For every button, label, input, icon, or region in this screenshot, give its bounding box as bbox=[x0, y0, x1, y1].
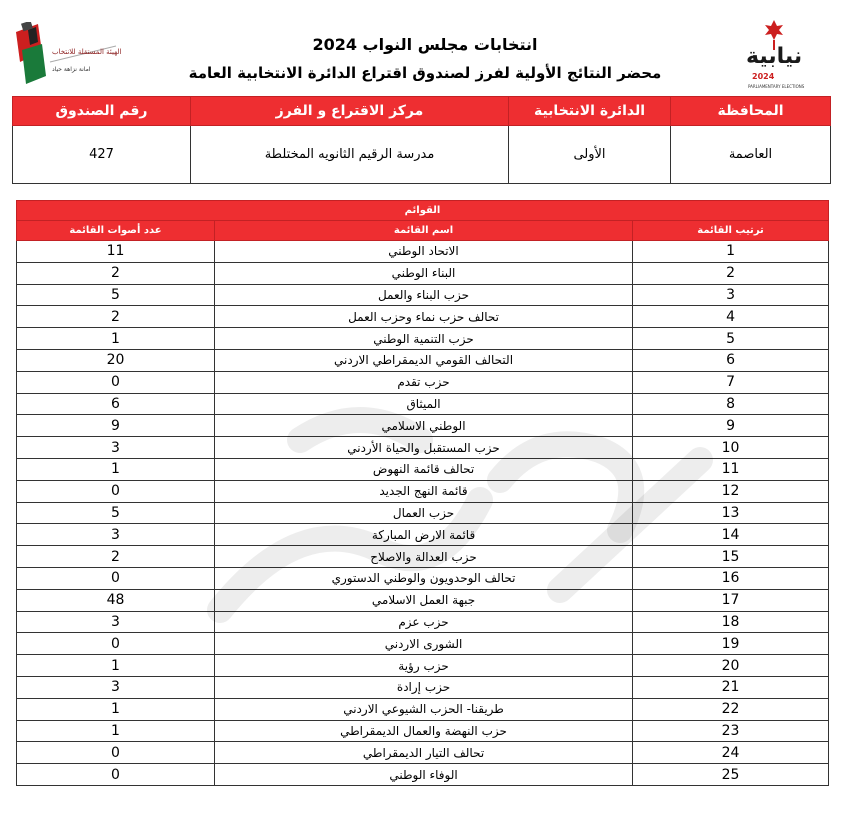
parliamentary-elections-logo bbox=[742, 16, 812, 94]
district-value: الأولى bbox=[509, 126, 671, 184]
list-votes: 1 bbox=[17, 458, 215, 480]
list-rank: 4 bbox=[633, 306, 829, 328]
list-rank: 8 bbox=[633, 393, 829, 415]
polling-center-value: مدرسة الرقيم الثانويه المختلطة bbox=[191, 126, 509, 184]
list-name: الميثاق bbox=[215, 393, 633, 415]
list-name: الاتحاد الوطني bbox=[215, 241, 633, 263]
iec-logo-text: الهيئة المستقلة للانتخاب bbox=[52, 48, 122, 56]
list-name: تحالف التيار الديمقراطي bbox=[215, 742, 633, 764]
table-row bbox=[17, 611, 829, 633]
list-name: حزب النهضة والعمال الديمقراطي bbox=[215, 720, 633, 742]
list-rank: 22 bbox=[633, 698, 829, 720]
list-votes: 9 bbox=[17, 415, 215, 437]
table-row bbox=[17, 284, 829, 306]
list-rank: 1 bbox=[633, 241, 829, 263]
list-votes: 2 bbox=[17, 262, 215, 284]
list-name: البناء الوطني bbox=[215, 262, 633, 284]
document-title: انتخابات مجلس النواب 2024 bbox=[312, 35, 538, 54]
list-rank: 9 bbox=[633, 415, 829, 437]
table-row bbox=[17, 742, 829, 764]
list-votes: 1 bbox=[17, 655, 215, 677]
list-rank: 7 bbox=[633, 371, 829, 393]
list-rank: 21 bbox=[633, 676, 829, 698]
list-votes: 3 bbox=[17, 437, 215, 459]
table-row bbox=[17, 655, 829, 677]
table-row bbox=[17, 328, 829, 350]
list-votes: 1 bbox=[17, 720, 215, 742]
table-row bbox=[17, 306, 829, 328]
list-votes: 2 bbox=[17, 546, 215, 568]
list-rank: 6 bbox=[633, 349, 829, 371]
list-name: الشورى الاردني bbox=[215, 633, 633, 655]
polling-center-header: مركز الاقتراع و الفرز bbox=[191, 97, 509, 126]
info-values-row bbox=[13, 126, 831, 184]
list-votes: 20 bbox=[17, 349, 215, 371]
list-rank: 18 bbox=[633, 611, 829, 633]
governorate-value: العاصمة bbox=[671, 126, 831, 184]
table-row bbox=[17, 567, 829, 589]
table-row bbox=[17, 437, 829, 459]
table-row bbox=[17, 241, 829, 263]
list-rank: 23 bbox=[633, 720, 829, 742]
governorate-header: المحافظة bbox=[671, 97, 831, 126]
table-row bbox=[17, 720, 829, 742]
list-name-header: اسم القائمة bbox=[215, 221, 633, 241]
list-votes: 0 bbox=[17, 633, 215, 655]
list-votes: 0 bbox=[17, 371, 215, 393]
list-rank: 3 bbox=[633, 284, 829, 306]
list-name: حزب المستقبل والحياة الأردني bbox=[215, 437, 633, 459]
list-name: حزب العدالة والاصلاح bbox=[215, 546, 633, 568]
info-table bbox=[12, 96, 831, 184]
list-name: الوطني الاسلامي bbox=[215, 415, 633, 437]
table-row bbox=[17, 764, 829, 786]
lists-caption-row bbox=[17, 201, 829, 221]
list-rank-header: ترتيب القائمة bbox=[633, 221, 829, 241]
lists-header-row bbox=[17, 221, 829, 241]
list-rank: 12 bbox=[633, 480, 829, 502]
list-rank: 16 bbox=[633, 567, 829, 589]
document-subtitle: محضر النتائج الأولية لفرز لصندوق اقتراع الدائرة الانتخابية العامة bbox=[188, 64, 662, 82]
parliamentary-logo-text: نيابية bbox=[746, 44, 803, 69]
iec-logo-icon bbox=[12, 22, 124, 102]
list-rank: 25 bbox=[633, 764, 829, 786]
table-row bbox=[17, 524, 829, 546]
list-rank: 15 bbox=[633, 546, 829, 568]
list-name: تحالف قائمة النهوض bbox=[215, 458, 633, 480]
list-rank: 10 bbox=[633, 437, 829, 459]
list-votes-header: عدد أصوات القائمة bbox=[17, 221, 215, 241]
list-name: تحالف حزب نماء وحزب العمل bbox=[215, 306, 633, 328]
table-row bbox=[17, 262, 829, 284]
list-name: حزب العمال bbox=[215, 502, 633, 524]
table-row bbox=[17, 371, 829, 393]
list-votes: 6 bbox=[17, 393, 215, 415]
district-header: الدائرة الانتخابية bbox=[509, 97, 671, 126]
list-name: حزب إرادة bbox=[215, 676, 633, 698]
list-votes: 2 bbox=[17, 306, 215, 328]
list-votes: 1 bbox=[17, 328, 215, 350]
iec-logo-tagline: امانة نزاهة حياد bbox=[52, 66, 91, 73]
list-name: قائمة النهج الجديد bbox=[215, 480, 633, 502]
list-votes: 0 bbox=[17, 567, 215, 589]
table-row bbox=[17, 633, 829, 655]
list-votes: 11 bbox=[17, 241, 215, 263]
list-name: قائمة الارض المباركة bbox=[215, 524, 633, 546]
list-name: الوفاء الوطني bbox=[215, 764, 633, 786]
list-name: حزب التنمية الوطني bbox=[215, 328, 633, 350]
list-votes: 3 bbox=[17, 676, 215, 698]
lists-body bbox=[17, 241, 829, 786]
table-row bbox=[17, 698, 829, 720]
lists-caption: القوائم bbox=[17, 201, 829, 221]
list-name: تحالف الوحدويون والوطني الدستوري bbox=[215, 567, 633, 589]
list-name: حزب تقدم bbox=[215, 371, 633, 393]
list-votes: 5 bbox=[17, 284, 215, 306]
list-votes: 3 bbox=[17, 611, 215, 633]
list-votes: 3 bbox=[17, 524, 215, 546]
list-name: حزب رؤية bbox=[215, 655, 633, 677]
table-row bbox=[17, 349, 829, 371]
list-rank: 2 bbox=[633, 262, 829, 284]
list-rank: 20 bbox=[633, 655, 829, 677]
list-name: حزب البناء والعمل bbox=[215, 284, 633, 306]
list-name: التحالف القومي الديمقراطي الاردني bbox=[215, 349, 633, 371]
table-row bbox=[17, 589, 829, 611]
table-row bbox=[17, 676, 829, 698]
table-row bbox=[17, 502, 829, 524]
table-row bbox=[17, 393, 829, 415]
list-name: حزب عزم bbox=[215, 611, 633, 633]
table-row bbox=[17, 546, 829, 568]
list-votes: 0 bbox=[17, 764, 215, 786]
lists-table bbox=[16, 200, 829, 786]
parliamentary-logo-year: 2024 bbox=[752, 72, 775, 81]
list-votes: 1 bbox=[17, 698, 215, 720]
list-name: جبهة العمل الاسلامي bbox=[215, 589, 633, 611]
list-votes: 5 bbox=[17, 502, 215, 524]
list-rank: 24 bbox=[633, 742, 829, 764]
list-votes: 0 bbox=[17, 742, 215, 764]
list-votes: 0 bbox=[17, 480, 215, 502]
box-number-header: رقم الصندوق bbox=[13, 97, 191, 126]
table-row bbox=[17, 458, 829, 480]
parliamentary-logo-tagline: PARLIAMENTARY ELECTIONS bbox=[748, 84, 805, 89]
box-number-value: 427 bbox=[13, 126, 191, 184]
list-rank: 11 bbox=[633, 458, 829, 480]
list-votes: 48 bbox=[17, 589, 215, 611]
list-name: طريقنا- الحزب الشيوعي الاردني bbox=[215, 698, 633, 720]
info-header-row bbox=[13, 97, 831, 126]
list-rank: 5 bbox=[633, 328, 829, 350]
table-row bbox=[17, 415, 829, 437]
list-rank: 17 bbox=[633, 589, 829, 611]
table-row bbox=[17, 480, 829, 502]
list-rank: 13 bbox=[633, 502, 829, 524]
iec-logo bbox=[12, 22, 124, 102]
list-rank: 19 bbox=[633, 633, 829, 655]
list-rank: 14 bbox=[633, 524, 829, 546]
